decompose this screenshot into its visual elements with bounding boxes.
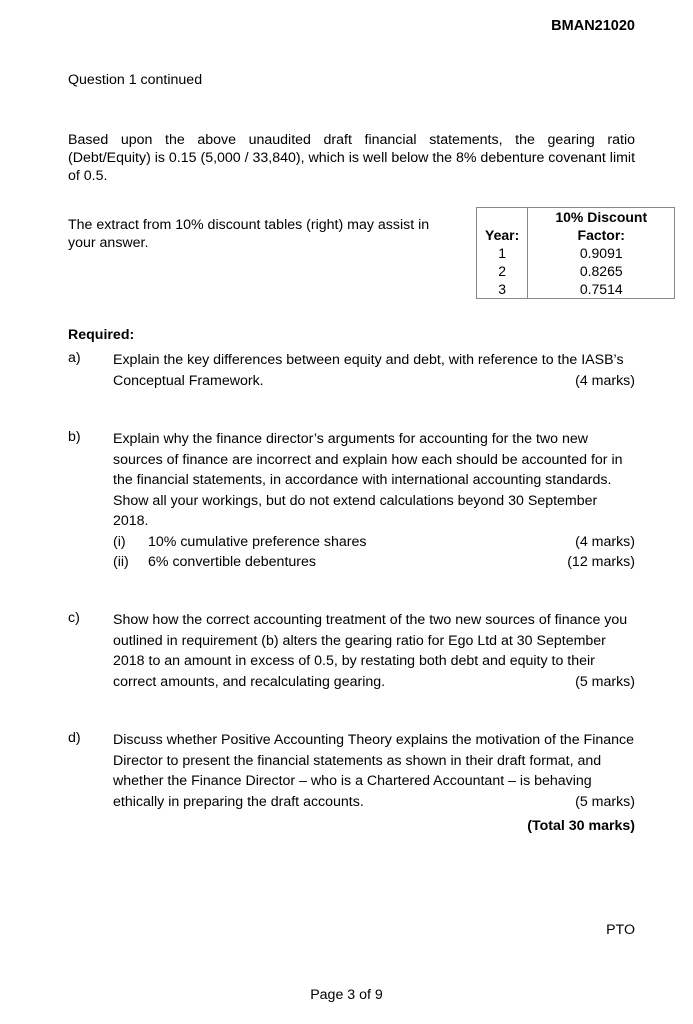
sub-number: (i)	[113, 533, 126, 550]
question-b	[113, 429, 635, 573]
factor-cell: 0.8265	[579, 263, 623, 279]
year-cell: 2	[477, 262, 528, 280]
factor-cell: 0.9091	[579, 245, 623, 261]
total-marks: (Total 30 marks)	[527, 818, 635, 834]
sub-marks: (12 marks)	[567, 554, 635, 570]
factor-header-2: Factor:	[577, 227, 625, 243]
sub-marks: (4 marks)	[575, 533, 635, 550]
question-continued-label: Question 1 continued	[68, 72, 203, 88]
question-d-marks: (5 marks)	[575, 793, 635, 810]
extract-text: The extract from 10% discount tables (right) may assist in your answer.	[68, 217, 430, 251]
table-row	[477, 280, 675, 299]
question-d-label: d)	[68, 730, 81, 746]
question-c-marks: (5 marks)	[575, 673, 635, 690]
question-b-label: b)	[68, 429, 81, 445]
year-cell: 1	[477, 244, 528, 262]
sub-text: 6% convertible debentures	[148, 554, 316, 570]
question-c	[113, 610, 635, 692]
table-row	[477, 244, 675, 262]
question-d-text: Discuss whether Positive Accounting Theory explains the motivation of the Finance Director to present the financial statements as shown in their draft format, and whether the Finance Director – who is a Chartered Accountant – is behaving ethically in preparing the draft accounts.	[113, 732, 635, 810]
year-header: Year:	[477, 226, 528, 244]
intro-paragraph: Based upon the above unaudited draft financial statements, the gearing ratio (Debt/Equity) is 0.15 (5,000 / 33,840), which is well below the 8% debenture covenant limit of 0.5.	[68, 132, 636, 184]
factor-header-1: 10% Discount	[555, 209, 648, 225]
pto-label: PTO	[606, 922, 635, 938]
question-a	[113, 350, 635, 391]
question-b-text: Explain why the finance director’s arguments for accounting for the two new sources of finance are incorrect and explain how each should be accounted for in the financial statements, in accordance with international accounting standards. Show all your workings, but do not extend calculations beyond 30 September 2018.	[113, 431, 623, 529]
question-b-sub-i	[113, 532, 635, 553]
sub-text: 10% cumulative preference shares	[148, 533, 367, 550]
year-cell: 3	[477, 280, 528, 299]
exam-code: BMAN21020	[551, 18, 635, 34]
question-c-text: Show how the correct accounting treatment of the two new sources of finance you outlined in requirement (b) alters the gearing ratio for Ego Ltd at 30 September 2018 to an amount in excess of 0.5, by restating both debt and equity to their correct amounts, and recalculating gearing.	[113, 612, 628, 690]
page-number: Page 3 of 9	[310, 987, 383, 1003]
question-b-sub-ii	[113, 552, 635, 573]
question-c-label: c)	[68, 610, 80, 626]
factor-cell: 0.7514	[579, 281, 623, 297]
table-row	[477, 262, 675, 280]
discount-table	[476, 207, 675, 299]
question-a-marks: (4 marks)	[575, 372, 635, 389]
required-heading: Required:	[68, 327, 135, 343]
question-a-text: Explain the key differences between equity and debt, with reference to the IASB’s Conceptual Framework.	[113, 352, 624, 389]
sub-number: (ii)	[113, 554, 129, 570]
question-a-label: a)	[68, 350, 81, 366]
question-d	[113, 730, 635, 812]
